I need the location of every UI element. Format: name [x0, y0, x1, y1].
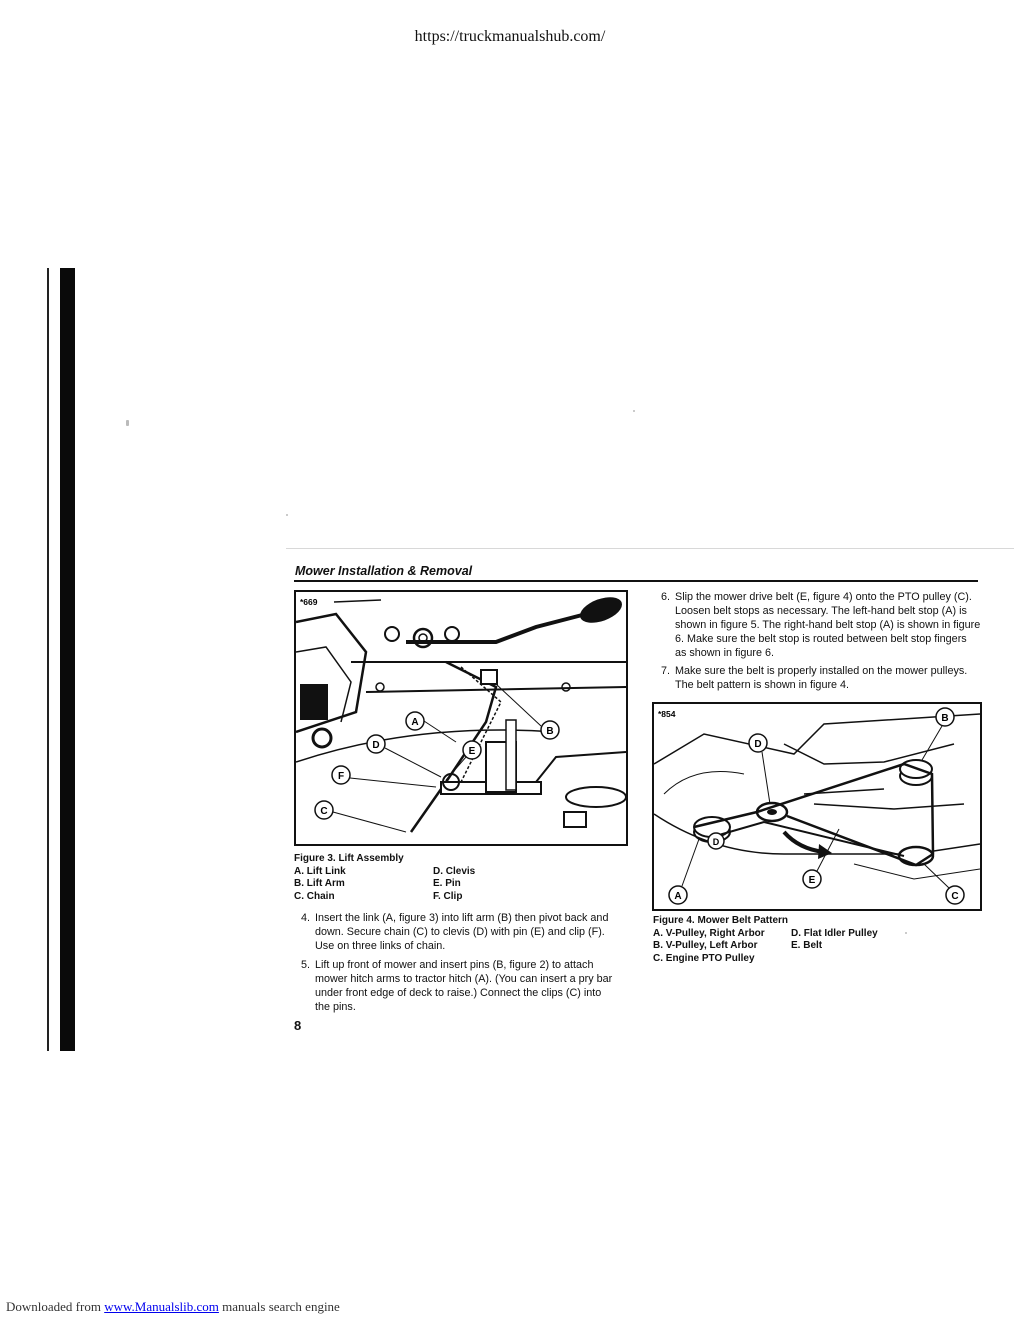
step-number: 6. [661, 591, 671, 603]
legend-item: A. V-Pulley, Right Arbor [653, 927, 765, 939]
section-rule [294, 580, 978, 582]
figure-4-mower-belt-pattern [652, 702, 982, 911]
scan-speck [126, 420, 129, 426]
legend-item: C. Engine PTO Pulley [653, 952, 755, 964]
svg-text:D: D [754, 739, 762, 750]
step-text: Slip the mower drive belt (E, figure 4) onto the PTO pulley (C). Loosen belt stops as necessary. The left-hand belt stop (A) is shown in figure 5. The right-hand belt stop (A) is shown in figure 6. Make sure the belt stop is routed between belt stop fingers as shown in figure 6. [675, 591, 981, 659]
legend-row [653, 953, 953, 966]
figure-4-code: *854 [658, 709, 676, 719]
callout-e [463, 741, 481, 759]
step-text: Make sure the belt is properly installed on the mower pulleys. The belt pattern is shown in figure 4. [675, 665, 968, 691]
step-7 [661, 664, 981, 694]
legend-item: A. Lift Link [294, 865, 346, 877]
figure-3-code: *669 [300, 597, 318, 607]
step-text: Lift up front of mower and insert pins (B, figure 2) to attach mower hitch arms to tractor hitch (A). (You can insert a pry bar under front edge of deck to raise.) Connect the clips (C) into the pins. [315, 959, 613, 1013]
legend-row [294, 866, 624, 879]
legend-item: C. Chain [294, 890, 335, 902]
svg-text:D: D [712, 837, 720, 847]
footer-prefix: Downloaded from [6, 1299, 101, 1314]
callout-d-small [708, 833, 724, 849]
svg-text:E: E [808, 875, 816, 886]
legend-item: B. Lift Arm [294, 878, 345, 889]
step-number: 5. [301, 959, 311, 971]
scan-binding-bar [60, 268, 75, 1051]
callout-b [936, 708, 954, 726]
svg-text:A: A [674, 891, 682, 902]
scan-fold-line [286, 548, 1014, 549]
callout-d [749, 734, 767, 752]
svg-text:B: B [546, 726, 554, 737]
svg-text:E: E [468, 746, 476, 757]
page-number: 8 [294, 1018, 302, 1033]
step-number: 4. [301, 912, 311, 924]
step-number: 7. [661, 665, 671, 677]
callout-a [669, 886, 687, 904]
step-5 [301, 958, 619, 1016]
legend-item: E. Pin [433, 878, 461, 889]
step-6 [661, 590, 981, 662]
svg-text:B: B [941, 713, 949, 724]
belt-pattern-illustration [654, 704, 980, 909]
svg-text:D: D [372, 740, 380, 751]
callout-f [332, 766, 350, 784]
footer-suffix: manuals search engine [222, 1299, 340, 1314]
figure-3-caption [294, 853, 624, 903]
figure-4-caption [653, 915, 953, 965]
figure-3-lift-assembly [294, 590, 628, 846]
callout-c [315, 801, 333, 819]
svg-text:C: C [320, 806, 328, 817]
figure-4-title: Figure 4. Mower Belt Pattern [653, 915, 789, 926]
callout-d [367, 735, 385, 753]
scan-edge-line [47, 268, 49, 1051]
manualslib-link[interactable]: www.Manualslib.com [104, 1299, 219, 1314]
svg-text:A: A [411, 717, 419, 728]
step-4 [301, 911, 619, 955]
svg-text:F: F [337, 771, 345, 782]
legend-item: B. V-Pulley, Left Arbor [653, 940, 758, 951]
scan-speck [633, 410, 635, 412]
footer [6, 1299, 340, 1315]
lift-assembly-illustration [296, 592, 626, 844]
legend-item: F. Clip [433, 890, 463, 902]
legend-row [653, 940, 953, 953]
svg-text:C: C [951, 891, 959, 902]
section-title: Mower Installation & Removal [295, 564, 473, 578]
legend-row [294, 891, 624, 904]
legend-item: E. Belt [791, 940, 823, 951]
scan-speck [286, 514, 288, 516]
header-url: https://truckmanualshub.com/ [414, 28, 606, 45]
figure-3-title: Figure 3. Lift Assembly [294, 853, 404, 864]
legend-row [653, 928, 953, 941]
legend-item: D. Flat Idler Pulley [791, 927, 878, 939]
callout-c [946, 886, 964, 904]
callout-e [803, 870, 821, 888]
legend-item: D. Clevis [433, 865, 476, 877]
step-text: Insert the link (A, figure 3) into lift arm (B) then pivot back and down. Secure chain (C) to clevis (D) with pin (E) and clip (F). Use on three links of chain. [315, 912, 609, 952]
callout-a [406, 712, 424, 730]
callout-b [541, 721, 559, 739]
legend-row [294, 878, 624, 891]
